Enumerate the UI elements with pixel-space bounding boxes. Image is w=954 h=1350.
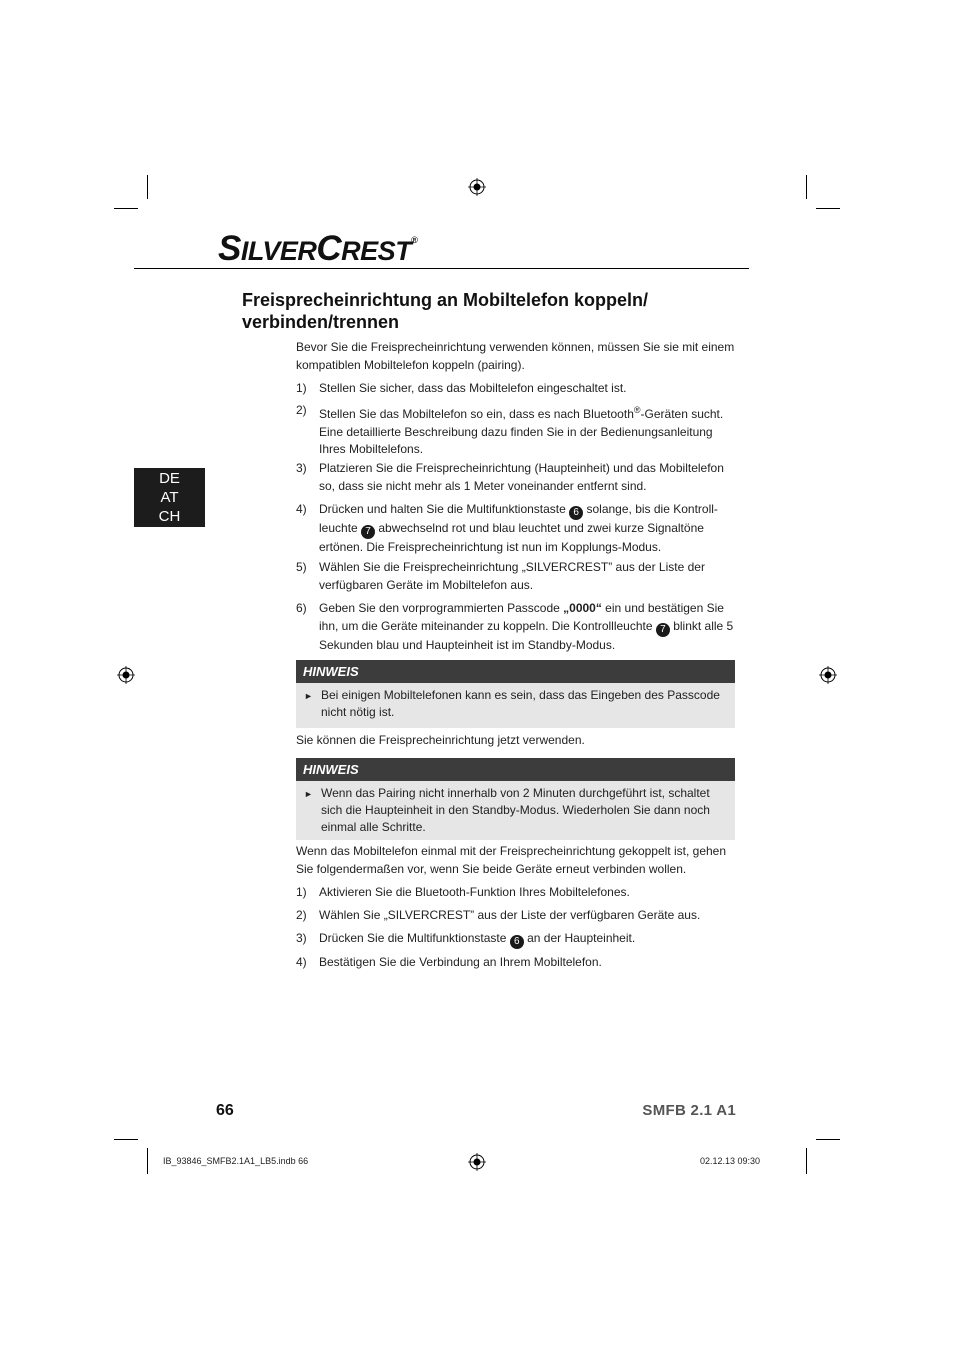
model-name: SMFB 2.1 A1 [642,1102,736,1119]
crop-mark [114,1139,138,1140]
step-number: 6) [296,601,307,615]
language-tab [134,468,205,527]
language-ch: CH [158,508,181,525]
note-text: Wenn das Pairing nicht innerhalb von 2 Minuten durchgeführt ist, schaltet sich die Haupteinheit in den Standby-Modus. Wiederholen Sie dann noch einmal alle Schritte. [321,786,710,834]
step-text: Drücken und halten Sie die Multifunktionstaste 6 solange, bis die Kontrollleuchte 7 abwechselnd rot und blau leuchtet und zwei kurze Signaltöne ertönen. Die Freisprecheinrichtung ist nun im Kopplungs-Modus. [319,502,718,554]
crop-mark [806,1148,807,1174]
step-number: 3) [296,931,307,945]
title-line-1: Freisprecheinrichtung an Mobiltelefon koppeln/ [242,290,649,310]
page-number: 66 [216,1102,234,1119]
step-item [296,402,736,459]
step-number: 4) [296,955,307,969]
title-line-2: verbinden/trennen [242,312,400,332]
step-number: 1) [296,381,307,395]
language-de: DE [159,470,180,487]
intro-paragraph: Bevor Sie die Freisprecheinrichtung verwenden können, müssen Sie sie mit einem kompatiblen Mobiltelefon koppeln (pairing). [296,340,735,372]
step-item [296,501,736,557]
step-text: Stellen Sie sicher, dass das Mobiltelefon eingeschaltet ist. [319,381,627,395]
step-text: Geben Sie den vorprogrammierten Passcode „0000“ ein und bestätigen Sie ihn, um die Geräte miteinander zu koppeln. Die Kontrollleuchte 7 blinkt alle 5 Sekunden blau und Haupteinheit ist im Standby-Modus. [319,601,734,652]
step-item [296,884,736,902]
note-text: Bei einigen Mobiltelefonen kann es sein, dass das Eingeben des Passcode nicht nötig ist. [321,688,720,719]
step-item [296,559,736,594]
step-text: Wählen Sie „SILVERCREST” aus der Liste der verfügbaren Geräte aus. [319,908,701,922]
header-rule [134,268,749,269]
crop-mark [806,175,807,199]
step-text: Platzieren Sie die Freisprecheinrichtung (Haupteinheit) und das Mobiltelefon so, dass sie nicht mehr als 1 Meter voneinander entfernt sind. [319,461,724,493]
section-title [242,289,742,333]
reference-number: 7 [361,525,375,539]
note-body [296,781,735,840]
step-item [296,380,736,398]
step-text: Aktivieren Sie die Bluetooth-Funktion Ihres Mobiltelefones. [319,885,630,899]
step-number: 2) [296,908,307,922]
step-number: 1) [296,885,307,899]
step-item [296,954,736,972]
language-at: AT [160,489,179,506]
note-heading: HINWEIS [296,758,735,781]
step-number: 4) [296,502,307,516]
middle-paragraph: Sie können die Freisprecheinrichtung jetzt verwenden. [296,733,585,747]
print-slug-date: 02.12.13 09:30 [700,1156,761,1166]
reference-number: 6 [569,506,583,520]
step-item [296,600,736,654]
registration-mark-icon [468,178,486,196]
step-number: 2) [296,403,307,417]
step-text: Bestätigen Sie die Verbindung an Ihrem Mobiltelefon. [319,955,602,969]
note-body [296,683,735,728]
crop-mark [114,208,138,209]
registration-mark-icon [468,1153,486,1171]
brand-logo: SILVERCREST® [218,229,418,268]
crop-mark [147,1148,148,1174]
crop-mark [816,208,840,209]
crop-mark [147,175,148,199]
step-text: Stellen Sie das Mobiltelefon so ein, dass es nach Bluetooth®-Geräten sucht. Eine detaillierte Beschreibung dazu finden Sie in der Bedienungsanleitung Ihres Mobiltelefons. [319,405,724,456]
reference-number: 7 [656,623,670,637]
step-item [296,460,736,495]
step-text: Wählen Sie die Freisprecheinrichtung „SILVERCREST” aus der Liste der verfügbaren Geräte im Mobiltelefon aus. [319,560,705,592]
crop-mark [816,1139,840,1140]
step-number: 3) [296,461,307,475]
registration-mark-icon [117,666,135,684]
arrow-bullet-icon: ► [304,789,313,799]
step-item [296,930,736,949]
reference-number: 6 [510,935,524,949]
step-item [296,907,736,925]
print-slug-file: IB_93846_SMFB2.1A1_LB5.indb 66 [163,1156,309,1166]
note-heading: HINWEIS [296,660,735,683]
intro2-paragraph: Wenn das Mobiltelefon einmal mit der Freisprecheinrichtung gekoppelt ist, gehen Sie folgendermaßen vor, wenn Sie beide Geräte erneut verbinden wollen. [296,844,727,876]
step-text: Drücken Sie die Multifunktionstaste 6 an der Haupteinheit. [319,931,636,947]
arrow-bullet-icon: ► [304,691,313,701]
step-number: 5) [296,560,307,574]
registration-mark-icon [819,666,837,684]
